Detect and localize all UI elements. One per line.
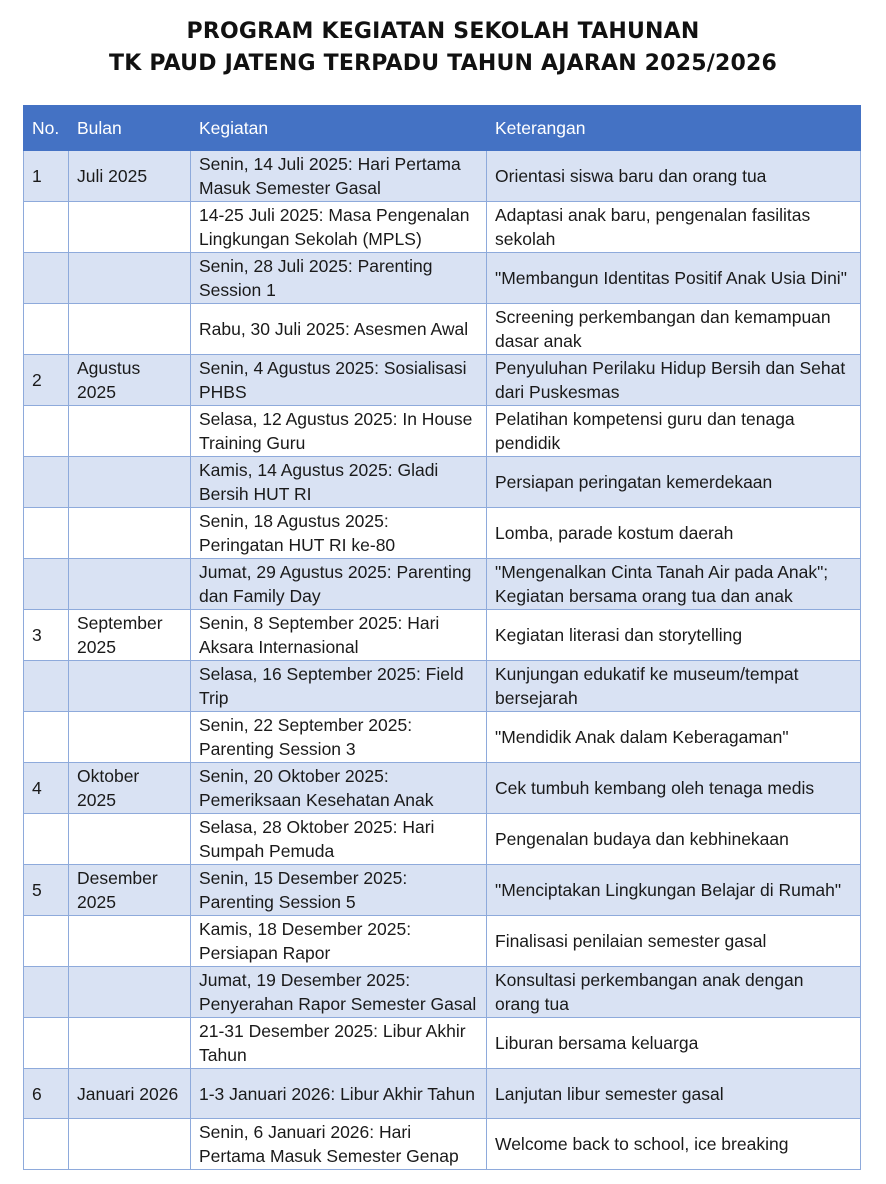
cell-kegiatan: Jumat, 19 Desember 2025: Penyerahan Rapor Semester Gasal (191, 967, 487, 1018)
title-line-2: TK PAUD JATENG TERPADU TAHUN AJARAN 2025/2026 (109, 51, 777, 76)
cell-kegiatan: Jumat, 29 Agustus 2025: Parenting dan Family Day (191, 559, 487, 610)
cell-no: 6 (24, 1069, 69, 1119)
cell-kegiatan: Senin, 18 Agustus 2025: Peringatan HUT RI ke-80 (191, 508, 487, 559)
cell-bulan: Agustus 2025 (69, 355, 191, 406)
cell-bulan (69, 559, 191, 610)
cell-keterangan: Screening perkembangan dan kemampuan dasar anak (487, 304, 861, 355)
cell-keterangan: Cek tumbuh kembang oleh tenaga medis (487, 763, 861, 814)
cell-no (24, 1119, 69, 1170)
table-body (24, 151, 861, 1170)
table-row (24, 865, 861, 916)
cell-bulan (69, 304, 191, 355)
cell-no (24, 559, 69, 610)
cell-bulan: Januari 2026 (69, 1069, 191, 1119)
table-row (24, 967, 861, 1018)
cell-kegiatan: Senin, 28 Juli 2025: Parenting Session 1 (191, 253, 487, 304)
cell-no (24, 661, 69, 712)
table-row (24, 1069, 861, 1119)
cell-bulan (69, 916, 191, 967)
table-row (24, 559, 861, 610)
cell-kegiatan: Senin, 8 September 2025: Hari Aksara Internasional (191, 610, 487, 661)
cell-bulan (69, 967, 191, 1018)
table-row (24, 202, 861, 253)
table-row (24, 661, 861, 712)
cell-no: 3 (24, 610, 69, 661)
cell-keterangan: Finalisasi penilaian semester gasal (487, 916, 861, 967)
cell-bulan (69, 661, 191, 712)
table-row (24, 712, 861, 763)
cell-bulan (69, 457, 191, 508)
cell-bulan (69, 406, 191, 457)
cell-no (24, 202, 69, 253)
cell-no (24, 253, 69, 304)
table-row (24, 1119, 861, 1170)
table-header-row (24, 106, 861, 151)
cell-no (24, 508, 69, 559)
cell-bulan (69, 1119, 191, 1170)
title-line-1: PROGRAM KEGIATAN SEKOLAH TAHUNAN (186, 19, 700, 44)
table-row (24, 508, 861, 559)
cell-bulan (69, 202, 191, 253)
table-row (24, 916, 861, 967)
cell-bulan (69, 1018, 191, 1069)
table-row (24, 610, 861, 661)
table-row (24, 253, 861, 304)
cell-kegiatan: Rabu, 30 Juli 2025: Asesmen Awal (191, 304, 487, 355)
cell-keterangan: "Membangun Identitas Positif Anak Usia Dini" (487, 253, 861, 304)
cell-bulan (69, 712, 191, 763)
cell-no: 2 (24, 355, 69, 406)
cell-keterangan: Adaptasi anak baru, pengenalan fasilitas sekolah (487, 202, 861, 253)
table-row (24, 151, 861, 202)
cell-kegiatan: Senin, 15 Desember 2025: Parenting Session 5 (191, 865, 487, 916)
cell-kegiatan: Senin, 6 Januari 2026: Hari Pertama Masuk Semester Genap (191, 1119, 487, 1170)
column-header-bulan: Bulan (69, 106, 191, 151)
cell-keterangan: Penyuluhan Perilaku Hidup Bersih dan Sehat dari Puskesmas (487, 355, 861, 406)
activity-schedule-table (23, 105, 861, 1170)
cell-kegiatan: Senin, 14 Juli 2025: Hari Pertama Masuk Semester Gasal (191, 151, 487, 202)
cell-bulan (69, 253, 191, 304)
cell-keterangan: Pelatihan kompetensi guru dan tenaga pendidik (487, 406, 861, 457)
cell-no (24, 814, 69, 865)
cell-keterangan: Konsultasi perkembangan anak dengan orang tua (487, 967, 861, 1018)
cell-keterangan: Liburan bersama keluarga (487, 1018, 861, 1069)
cell-no (24, 1018, 69, 1069)
table-row (24, 457, 861, 508)
cell-no (24, 457, 69, 508)
cell-kegiatan: Selasa, 12 Agustus 2025: In House Training Guru (191, 406, 487, 457)
cell-kegiatan: Selasa, 16 September 2025: Field Trip (191, 661, 487, 712)
cell-no (24, 406, 69, 457)
cell-keterangan: Welcome back to school, ice breaking (487, 1119, 861, 1170)
cell-no (24, 712, 69, 763)
cell-bulan (69, 508, 191, 559)
cell-bulan: Desember 2025 (69, 865, 191, 916)
cell-keterangan: "Mengenalkan Cinta Tanah Air pada Anak"; Kegiatan bersama orang tua dan anak (487, 559, 861, 610)
table-row (24, 1018, 861, 1069)
table-row (24, 406, 861, 457)
cell-keterangan: Pengenalan budaya dan kebhinekaan (487, 814, 861, 865)
cell-no (24, 916, 69, 967)
cell-keterangan: Kegiatan literasi dan storytelling (487, 610, 861, 661)
cell-kegiatan: Senin, 22 September 2025: Parenting Session 3 (191, 712, 487, 763)
cell-keterangan: Lomba, parade kostum daerah (487, 508, 861, 559)
column-header-keterangan: Keterangan (487, 106, 861, 151)
cell-keterangan: Persiapan peringatan kemerdekaan (487, 457, 861, 508)
cell-kegiatan: 14-25 Juli 2025: Masa Pengenalan Lingkungan Sekolah (MPLS) (191, 202, 487, 253)
cell-no (24, 304, 69, 355)
cell-keterangan: Orientasi siswa baru dan orang tua (487, 151, 861, 202)
table-row (24, 763, 861, 814)
table-row (24, 355, 861, 406)
cell-keterangan: "Mendidik Anak dalam Keberagaman" (487, 712, 861, 763)
cell-no: 4 (24, 763, 69, 814)
cell-kegiatan: Selasa, 28 Oktober 2025: Hari Sumpah Pemuda (191, 814, 487, 865)
table-row (24, 304, 861, 355)
table-row (24, 814, 861, 865)
cell-keterangan: Lanjutan libur semester gasal (487, 1069, 861, 1119)
cell-kegiatan: Kamis, 14 Agustus 2025: Gladi Bersih HUT RI (191, 457, 487, 508)
cell-bulan (69, 814, 191, 865)
cell-kegiatan: Kamis, 18 Desember 2025: Persiapan Rapor (191, 916, 487, 967)
cell-kegiatan: Senin, 20 Oktober 2025: Pemeriksaan Kesehatan Anak (191, 763, 487, 814)
cell-kegiatan: 1-3 Januari 2026: Libur Akhir Tahun (191, 1069, 487, 1119)
cell-keterangan: "Menciptakan Lingkungan Belajar di Rumah" (487, 865, 861, 916)
cell-bulan: Oktober 2025 (69, 763, 191, 814)
document-title (0, 16, 886, 80)
cell-keterangan: Kunjungan edukatif ke museum/tempat bersejarah (487, 661, 861, 712)
cell-kegiatan: 21-31 Desember 2025: Libur Akhir Tahun (191, 1018, 487, 1069)
cell-bulan: Juli 2025 (69, 151, 191, 202)
cell-bulan: September 2025 (69, 610, 191, 661)
cell-no: 5 (24, 865, 69, 916)
column-header-kegiatan: Kegiatan (191, 106, 487, 151)
cell-no: 1 (24, 151, 69, 202)
cell-kegiatan: Senin, 4 Agustus 2025: Sosialisasi PHBS (191, 355, 487, 406)
cell-no (24, 967, 69, 1018)
column-header-no: No. (24, 106, 69, 151)
